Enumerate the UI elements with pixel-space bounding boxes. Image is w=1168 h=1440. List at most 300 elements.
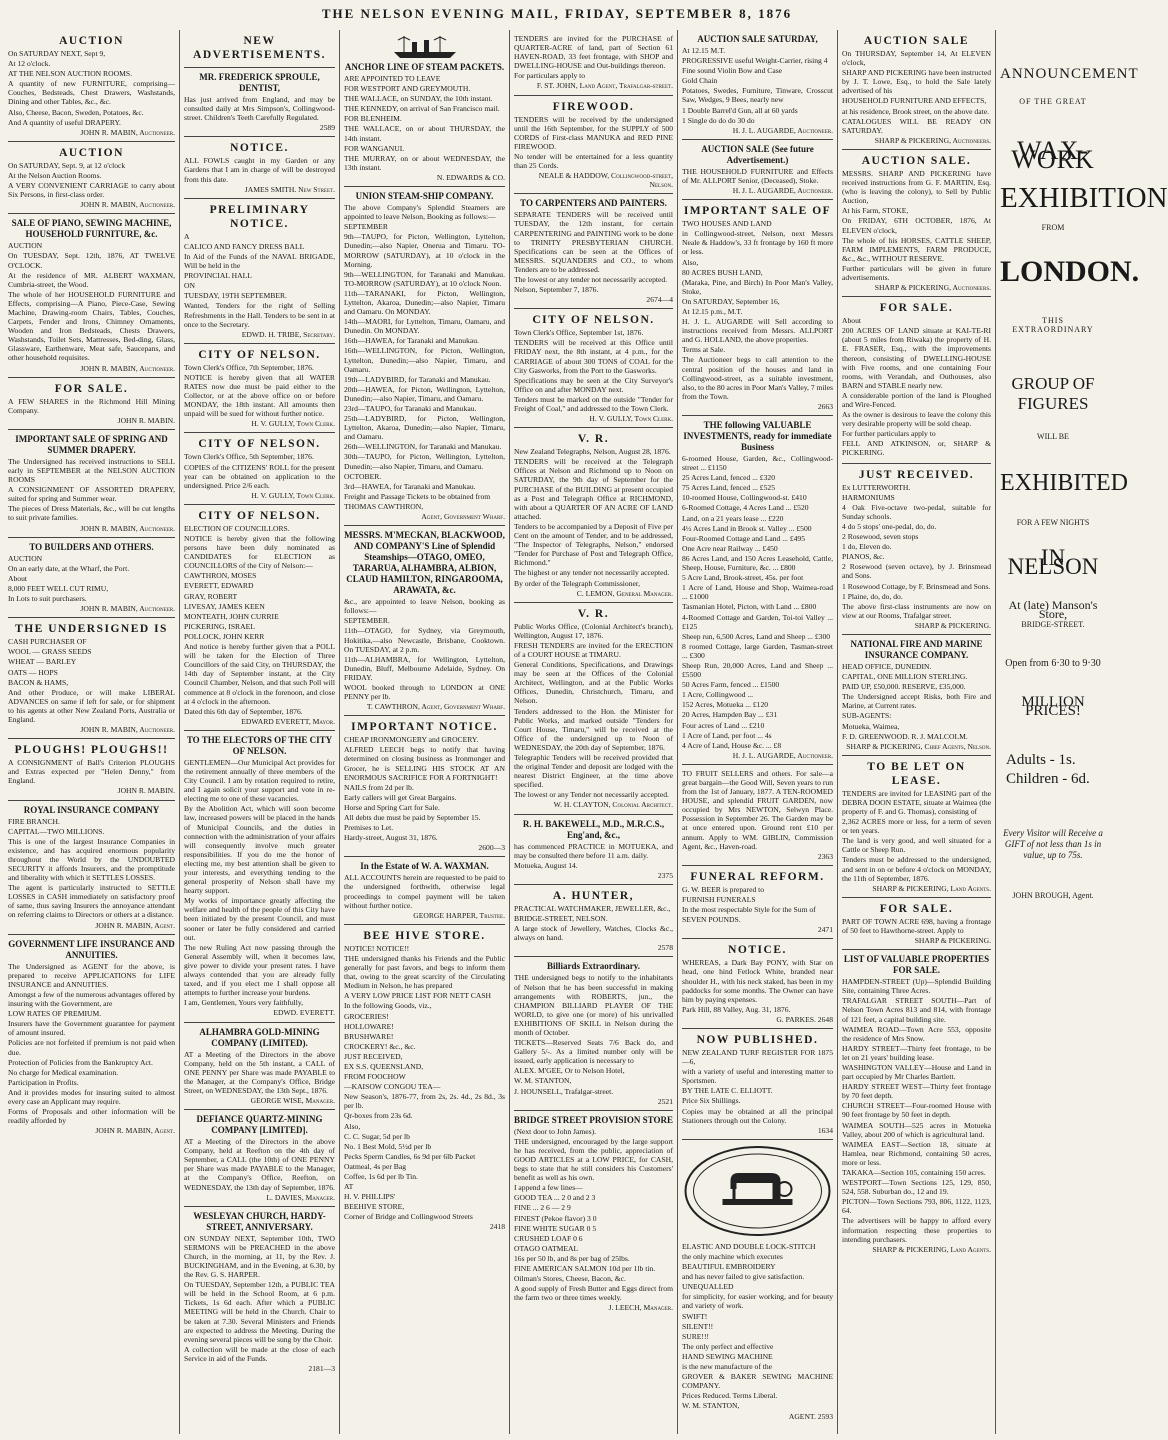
ad-heading: TO BE LET ON LEASE. xyxy=(867,760,966,787)
ad-text: COPIES of the CITIZENS' ROLL for the present year can be obtained on application to the undersigned. Price 2/6 each. xyxy=(184,462,335,490)
ad-heading: NATIONAL FIRE AND MARINE INSURANCE COMPANY. xyxy=(850,638,983,660)
poster-line: OF THE GREAT xyxy=(1019,97,1087,107)
ad-text: At 12.15 p.m., M.T. xyxy=(682,306,743,316)
ad-text: PICKERING, ISRAEL xyxy=(184,621,255,631)
ad-text: 200 ACRES OF LAND situate at KAI-TE-RI (about 5 miles from Riwaka) the property of H. E. FRASER, Esq., with the improvements thereon, consisting of DWELLING-HOUSE with Five rooms, and one containing Four rooms, with Verandah, and Outhouses, also BARN and STABLE nearly new. xyxy=(842,326,991,390)
ad-text: ARE APPOINTED TO LEAVE xyxy=(344,74,441,83)
ad-text: By order of the Telegraph Commissioner, xyxy=(514,578,640,588)
ad-text: 16th—WELLINGTON, for Picton, Wellington, Lyttelton, Dunedin;—also Napier, Timaru, and Oamaru. xyxy=(344,346,505,374)
ad-text: 25th—LADYBIRD, for Picton, Wellington, Lyttelton, Akaroa, Dunedin;—also Napier, Timaru, and Oamaru. xyxy=(344,414,505,442)
ad-text: A FEW SHARES in the Richmond Hill Mining Company. xyxy=(8,396,175,415)
advertisement xyxy=(842,30,991,150)
poster-exhibition: EXHIBITION xyxy=(1000,182,1168,215)
ad-text: PICTON—Town Sections 793, 806, 1122, 1123, 64. xyxy=(842,1197,991,1216)
ad-text: Forms of Proposals and other information will be readily afforded by xyxy=(8,1107,175,1126)
ad-text: 20 Acres, Hampden Bay ... £31 xyxy=(682,710,778,720)
ad-signature: 2363 xyxy=(817,851,833,861)
ad-text: 4-Roomed Cottage and Garden, Toi-toi Valley ... £125 xyxy=(682,612,833,631)
ad-signature: W. H. CLAYTON, Colonial Architect. xyxy=(553,800,673,810)
ad-signature: EDWARD EVERETT, Mayor. xyxy=(241,716,335,726)
poster-venue: At (late) Manson's Store, xyxy=(1008,598,1098,622)
ad-text: WASHINGTON VALLEY—House and Land in part occupied by Mr Charles Bartlett. xyxy=(842,1062,991,1082)
advertisement xyxy=(842,950,991,1258)
ad-text: ON SUNDAY NEXT, September 10th, TWO SERMONS will be PREACHED in the above Church, in the morning, at 11, by the Rev. J. BUCKINGHAM, and in the Evening, at 6.30, by the Rev. G. S. HARPER. xyxy=(184,1233,335,1280)
advertisement xyxy=(842,898,991,950)
ad-text: Prices Reduced. Terms Liberal. xyxy=(682,1391,778,1401)
ad-text: GOOD TEA ... 2 0 and 2 3 xyxy=(514,1193,596,1203)
ad-text: The Undersigned accept Risks, both Fire and Marine, at Current rates. xyxy=(842,692,991,711)
ad-text: 26th—WELLINGTON, for Taranaki and Manukau. xyxy=(344,442,502,452)
advertisement xyxy=(344,30,505,187)
ad-text: SEPTEMBER. xyxy=(344,616,390,626)
ad-text: A large stock of Jewellery, Watches, Clocks &c., always on hand. xyxy=(514,924,673,943)
ad-signature: H. J. L. AUGARDE, Auctioneer. xyxy=(732,125,833,135)
ad-signature: H. V. GULLY, Town Clerk. xyxy=(589,414,673,424)
advertisement xyxy=(184,137,335,198)
ad-signature: H. J. L. AUGARDE, Auctioneer. xyxy=(732,750,833,760)
ad-text: Also, Cheese, Bacon, Sweden, Potatoes, &c. xyxy=(8,107,144,117)
ad-text: No tender will be entertained for a less quantity than 25 Cords. xyxy=(514,151,673,171)
ad-text: Amongst a few of the numerous advantages offered by insuring with the Government, are xyxy=(8,989,175,1009)
ad-signature: JOHN R. MABIN, Auctioneer. xyxy=(80,523,175,533)
ad-text: C. C. Sugar, 5d per lb xyxy=(344,1131,410,1141)
ad-text: A quantity of new FURNITURE, comprising—Couches, Bedsteads, Chest Drawers, Washstands, Dining and other Tables, &c., &c. xyxy=(8,79,175,107)
ad-text: THE undersigned begs to notify to the inhabitants of Nelson that he has been successful in making arrangements with ROBERTS, jun., the CHAMPION BILLIARD PLAYER OF THE WORLD, to give one (or more) of his unrivalled EXHIBITIONS OF SKILL in Nelson during the month of October. xyxy=(514,973,673,1037)
ad-heading: WESLEYAN CHURCH, HARDY-STREET, ANNIVERSARY. xyxy=(193,1210,326,1232)
ad-text: Sheep Run, 20,000 Acres, Land and Sheep ... £5500 xyxy=(682,660,833,680)
ad-text: PROGRESSIVE useful Weight-Carrier, rising 4 xyxy=(682,56,828,66)
ad-text: 2,362 ACRES more or less, for a term of seven or ten years. xyxy=(842,817,991,836)
ad-heading: NOW PUBLISHED. xyxy=(696,1033,819,1046)
poster-hours: Open from 6·30 to 9·30 xyxy=(1005,657,1101,669)
ad-text: Policies are not forfeited if premium is not paid when due. xyxy=(8,1038,175,1057)
advertisement xyxy=(682,939,833,1029)
ad-text: SWIFT! xyxy=(682,1311,708,1321)
advertisement xyxy=(842,756,991,898)
poster-agent: JOHN BROUGH, Agent. xyxy=(1012,891,1094,901)
ad-text: Corner of Bridge and Collingwood Streets xyxy=(344,1212,473,1222)
ad-text: 8 roomed Cottage, large Garden, Tasman-street ... £300 xyxy=(682,641,833,660)
ad-text: SURE!!! xyxy=(682,1331,709,1341)
ad-heading: SALE OF PIANO, SEWING MACHINE, HOUSEHOLD FURNITURE, &c. xyxy=(11,218,172,240)
ad-signature: H. V. GULLY, Town Clerk. xyxy=(251,419,335,429)
advertisement xyxy=(842,635,991,756)
advertisement xyxy=(184,199,335,344)
ad-text: Has just arrived from England, and may be consulted daily at Mrs Simpson's, Collingwood-street. Children's Teeth Carefully Regulated. xyxy=(184,95,335,123)
ad-text: W. M. STANTON, xyxy=(682,1401,740,1411)
ad-text: The highest or any tender not necessarily accepted. xyxy=(514,568,670,578)
ad-text: THE WALLACE, on or about THURSDAY, the 14th instant. xyxy=(344,124,505,143)
ad-text: OCTOBER. xyxy=(344,471,382,481)
ad-text: AT THE NELSON AUCTION ROOMS. xyxy=(8,69,132,79)
ad-text: 86 Acres Land, and 150 Acres Leasehold, Cattle, Sheep, House, Furniture, &c. ... £800 xyxy=(682,553,833,573)
ad-text: Town Clerk's Office, 5th September, 1876. xyxy=(184,452,314,462)
ad-text: (Next door to John James). xyxy=(514,1126,597,1136)
ad-signature: F. ST. JOHN, Land Agent, Trafalgar-street. xyxy=(536,81,673,91)
ad-text: HARMONIUMS xyxy=(842,492,895,502)
ad-heading: AUCTION SALE. xyxy=(861,154,972,167)
ad-signature: SHARP & PICKERING. xyxy=(914,936,991,946)
ad-signature: SHARP & PICKERING, Land Agents. xyxy=(872,883,991,893)
advertisement xyxy=(184,731,335,1023)
poster-exhibited: EXHIBITED xyxy=(1000,469,1128,496)
ad-text: Sheep run, 6,500 Acres, Land and Sheep ... £300 xyxy=(682,631,831,641)
advertisement xyxy=(842,297,991,463)
ad-text: CHURCH STREET—Four-roomed House with 90 feet frontage by 50 feet in depth. xyxy=(842,1101,991,1120)
column-3 xyxy=(340,30,510,1434)
ad-text: LOW RATES OF PREMIUM. xyxy=(8,1009,102,1019)
ad-signature: J. LEECH, Manager. xyxy=(608,1303,673,1313)
ad-text: 9th—TAUPO, for Picton, Wellington, Lyttelton, Dunedin;—also Napier, Onerua and Timaru. TO-MORROW (SATURDAY), at 10 o'clock in the Morning. xyxy=(344,232,505,269)
ad-text: FINE WHITE SUGAR 0 5 xyxy=(514,1223,597,1233)
ad-text: In the most respectable Style for the Sum of xyxy=(682,905,816,915)
ad-heading: NEW ADVERTISEMENTS. xyxy=(193,35,326,61)
ad-text: On FRIDAY, 6TH OCTOBER, 1876, At ELEVEN o'clock, xyxy=(842,216,991,235)
ad-text: Town Clerk's Office, September 1st, 1876. xyxy=(514,328,644,338)
ad-text: 6-roomed House, Garden, &c., Collingwood-street ... £1150 xyxy=(682,454,833,473)
ad-text: NOTICE is hereby given that all WATER RATES now due must be paid either to the Collector, or at the above office on or before MONDAY, the 18th instant. All amounts then unpaid will be sued for without further notice. xyxy=(184,372,335,419)
ad-text: FINE AMERICAN SALMON 10d per 1lb tin. xyxy=(514,1264,656,1274)
ad-heading: IMPORTANT SALE OF xyxy=(683,205,832,218)
ad-heading: A. HUNTER, xyxy=(552,889,635,902)
ad-text: 14th—MAORI, for Lyttelton, Timaru, Oamaru, and Dunedin. On MONDAY. xyxy=(344,317,505,336)
ad-text: PAID UP, £50,000. RESERVE, £35,000. xyxy=(842,682,966,692)
ad-text: CROCKERY! &c., &c. xyxy=(344,1041,416,1051)
ad-text: 1 Single do do do 30 do xyxy=(682,115,755,125)
ad-text: J. HOUNSELL, Trafalgar-street. xyxy=(514,1086,614,1096)
ad-text: Terms at Sale. xyxy=(682,345,726,355)
ad-text: MESSRS. SHARP AND PICKERING have received instructions from G. F. MARTIN, Esq. (who is leaving the colony), to Sell by Public Auction, xyxy=(842,168,991,206)
ad-heading: ROYAL INSURANCE COMPANY xyxy=(23,804,160,815)
ad-heading: AUCTION xyxy=(59,146,124,159)
ad-heading: NOTICE. xyxy=(230,142,289,155)
ad-text: 16s per 50 lb, and 8s per bag of 25lbs. xyxy=(514,1253,630,1263)
ad-text: Town Clerk's Office, 7th September, 1876. xyxy=(184,362,314,372)
ad-signature: T. CAWTHRON, Agent, Government Wharf. xyxy=(366,702,505,712)
ad-text: GROVER & BAKER SEWING MACHINE COMPANY. xyxy=(682,1372,833,1391)
ad-text: The land is very good, and well situated for a Cattle or Sheep Run. xyxy=(842,836,991,855)
ad-text: The Undersigned as AGENT for the above, is prepared to receive APPLICATIONS for LIFE INSURANCE and ANNUITIES. xyxy=(8,961,175,989)
ad-text: 1 Acre of Land, per foot ... 4s xyxy=(682,730,772,740)
ad-text: THE MURRAY, on or about WEDNESDAY, the 13th instant. xyxy=(344,153,505,172)
ad-text: CAWTHRON, MOSES xyxy=(184,571,257,581)
advertisement xyxy=(514,885,673,957)
ad-signature: EDWD. EVERETT. xyxy=(273,1008,335,1018)
ad-text: FOR WANGANUI. xyxy=(344,143,405,153)
ad-text: SUB-AGENTS: xyxy=(842,711,892,721)
advertisement xyxy=(8,142,175,214)
ad-text: For particulars apply to xyxy=(514,71,586,81)
ad-text: Tenders addressed to the Hon. the Minister for Public Works, and marked outside "Tenders for Court House, Timaru," will be received at the Office of the undersigned up to Noon of WEDNESDAY, the 20th day of September, 1876. xyxy=(514,706,673,752)
column-5 xyxy=(678,30,838,1434)
ad-signature: SHARP & PICKERING. xyxy=(914,620,991,630)
ad-text: in Collingwood-street, Nelson, next Messrs Neale & Haddow's, 33 ft frontage by 160 ft more or less. xyxy=(682,229,833,257)
ad-text: Oilman's Stores, Cheese, Bacon, &c. xyxy=(514,1274,626,1284)
poster-gift-note: Every Visitor will Receive a GIFT of not less than 1s in value, up to 75s. xyxy=(1003,828,1103,861)
ad-text: Copies may be obtained at all the principal Stationers through out the Colony. xyxy=(682,1106,833,1125)
ad-text: BEAUTIFUL EMBROIDERY xyxy=(682,1262,776,1272)
ad-text: Ex LUTTERWORTH. xyxy=(842,482,911,492)
ad-text: Four acres of Land ... £210 xyxy=(682,720,765,730)
ad-text: 4 Acre of Land, House &c. ... £8 xyxy=(682,740,782,750)
ad-text: ALL FOWLS caught in my Garden or any Gardens that I am in charge of will be destroyed from this date. xyxy=(184,156,335,184)
ad-text: The new Ruling Act now passing through the General Assembly will, when it becomes law, give power to divide your present rates. I have always contended that you are already fully taxed, and if you elect me I shall oppose all attempts to further increase your burdens. xyxy=(184,942,335,998)
ad-signature: 2578 xyxy=(657,943,673,953)
ad-text: for simplicity, for easier working, and for beauty and variety of work. xyxy=(682,1292,833,1311)
advertisement xyxy=(184,1207,335,1377)
ad-text: On SATURDAY NEXT, Sept 9, xyxy=(8,49,106,58)
ad-text: On SATURDAY, September 16, xyxy=(682,296,780,306)
poster-prices-heading: MILLION PRICES! xyxy=(1021,693,1085,719)
ad-text: Tenders to be accompanied by a Deposit of Five per Cent on the amount of Tender, and to be addressed, "The Inspector of Telegraphs, Nelson," endorsed "Tender for Purchase of Post and Telegraph Office, Richmond." xyxy=(514,521,673,568)
ad-text: 2 Rosewood, seven stops xyxy=(842,532,919,542)
ad-text: Hardy-street, August 31, 1876. xyxy=(344,833,438,843)
ad-text: 19th—LADYBIRD, for Taranaki and Manukau. xyxy=(344,374,491,384)
advertisement xyxy=(184,1023,335,1111)
ad-text: W. M. STANTON, xyxy=(514,1076,572,1086)
ad-text: This is one of the largest Insurance Companies in existence, and has acquired enormous popularity throughout the World by the UNDOUBTED SECURITY it affords Insurers, and the promptitude and liberality with which it SETTLES LOSSES. xyxy=(8,836,175,883)
ad-text: 4 do 5 stops' one-pedal, do, do. xyxy=(842,521,937,531)
ad-text: EX S.S. QUEENSLAND, xyxy=(344,1061,424,1071)
ad-text: Land, on a 21 years lease ... £220 xyxy=(682,513,784,523)
ad-text: 8,000 FEET WELL CUT RIMU, xyxy=(8,583,109,593)
ad-text: FURNISH FUNERALS xyxy=(682,894,756,904)
ad-signature: C. LEMON, General Manager. xyxy=(576,588,673,598)
advertisement xyxy=(8,538,175,619)
ad-text: CHEAP IRONMONGERY and GROCERY. xyxy=(344,735,479,745)
ad-heading: V. R. xyxy=(577,433,610,446)
ad-text: BRIDGE-STREET, NELSON. xyxy=(514,914,608,924)
ad-heading: AUCTION SALE SATURDAY, xyxy=(697,34,818,44)
ad-text: On an early date, at the Wharf, the Port. xyxy=(8,563,130,573)
ad-text: Fine sound Violin Bow and Case xyxy=(682,66,783,76)
ad-heading: AUCTION SALE (See future Advertisement.) xyxy=(701,143,814,165)
ad-text: Coffee, 1s 6d per lb Tin. xyxy=(344,1172,418,1181)
ad-text: FROM FOOCHOW xyxy=(344,1072,406,1082)
ad-heading: FOR SALE. xyxy=(879,902,954,915)
poster-venue-street: BRIDGE-STREET. xyxy=(1021,619,1085,629)
ad-text: UNEQUALLED xyxy=(682,1282,734,1292)
ad-text: TENDERS will be received at this Office until FRIDAY next, the 8th instant, at 4 p.m., for the CARRIAGE of about 300 TONS of COAL for the City Gasworks, from the Port to the Gasworks. xyxy=(514,338,673,375)
ad-text: G. W. BEER is prepared to xyxy=(682,884,765,894)
ad-text: 11th—ALHAMBRA, for Wellington, Lyttelton, Dunedin, Bluff, Melbourne Adelaide, Sydney. On FRIDAY. xyxy=(344,654,505,682)
ad-heading: THE following VALUABLE INVESTMENTS, ready for immediate Business xyxy=(683,420,832,452)
ad-text: Telegraphic Tenders will be received provided that the original Tender and deposit are lodged with the nearest District Engineer, at the time above specified. xyxy=(514,753,673,790)
ad-heading: Billiards Extraordinary. xyxy=(546,961,640,972)
ad-text: At 12.15 M.T. xyxy=(682,46,726,55)
ad-text: 152 Acres, Motueka ... £120 xyxy=(682,700,769,710)
ad-text: Dated this 6th day of September, 1876. xyxy=(184,706,303,716)
ad-text: For further particulars apply to xyxy=(842,429,936,439)
ad-signature: 2471 xyxy=(817,925,833,935)
ad-text: THOMAS CAWTHRON, xyxy=(344,501,424,511)
advertisement xyxy=(184,68,335,137)
ad-text: And notice is hereby further given that a POLL will be taken for the Election of Three Councillors of the said City, on THURSDAY, the 14th day of September instant, at the City Council Chamber, Nelson, and that such Poll will commence at 8 o'clock in the forenoon, and close at 4 o'clock in the afternoon. xyxy=(184,642,335,706)
ad-text: Tenders must be marked on the outside "Tender for Freight of Coal," and addressed to the Town Clerk. xyxy=(514,394,673,413)
ad-heading: DEFIANCE QUARTZ-MINING COMPANY [LIMITED]. xyxy=(196,1114,323,1136)
ad-text: H. J. L. AUGARDE will Sell according to instructions received from Messrs. ALLPORT and G. HOLLAND, the above properties. xyxy=(682,317,833,345)
ad-text: The whole of her HOUSEHOLD FURNITURE and Effects, comprising—A Piano, Piece-Case, Sewing Machine, Drawing-room Chairs, Tables, Couches, Carpets, Fender and Irons, Chimney Ornaments, Wooden and Iron Bedsteads, Chests Drawers, Washstands, Toilet Sets, Mattresses, Bed-ding, Glass, Glassware, Earthenware, Meat safe, Saucepans, and other household requisites. xyxy=(8,289,175,363)
ad-text: The lowest or any Tender not necessarily accepted. xyxy=(514,790,669,800)
advertisement xyxy=(184,1110,335,1207)
ad-signature: G. PARKES. 2648 xyxy=(776,1014,833,1024)
ad-text: CRUSHED LOAF 0 6 xyxy=(514,1233,583,1243)
ad-heading: AUCTION SALE xyxy=(863,35,970,47)
ad-text: EVERETT, EDWARD xyxy=(184,581,254,591)
ad-signature: H. V. GULLY, Town Clerk. xyxy=(251,490,335,500)
ad-heading: TO BUILDERS AND OTHERS. xyxy=(29,541,154,552)
advertisement xyxy=(514,309,673,428)
ad-text: F. D. GREENWOOD. R. J. MALCOLM. xyxy=(842,731,968,741)
ad-text: PIANOS, &c. xyxy=(842,552,885,562)
ad-text: Oatmeal, 4s per Bag xyxy=(344,1161,406,1171)
ad-text: has commenced PRACTICE in MOTUEKA, and may be consulted there before 11 a.m. daily. xyxy=(514,841,673,860)
ad-text: Tasmanian Hotel, Picton, with Land ... £800 xyxy=(682,602,817,612)
ad-signature: SHARP & PICKERING, Chief Agents, Nelson. xyxy=(846,741,991,751)
ad-text: 5 Acre Land, Brook-street, 45s. per foot xyxy=(682,573,804,583)
ad-text: The advertisers will be happy to afford every information respecting these properties to intending purchasers. xyxy=(842,1216,991,1244)
ad-signature: EDWD. H. TRIBE, Secretary. xyxy=(241,329,335,339)
ad-heading: UNION STEAM-SHIP COMPANY. xyxy=(355,191,494,202)
ad-text: PART OF TOWN ACRE 698, having a frontage of 50 feet to Hawthorne-street. Apply to xyxy=(842,916,991,935)
ad-text: Protection of Policies from the Bankruptcy Act. xyxy=(8,1057,153,1067)
ad-text: ELASTIC AND DOUBLE LOCK-STITCH xyxy=(682,1241,816,1251)
ad-text: FRESH TENDERS are invited for the ERECTION of a COURT HOUSE at TIMARU. xyxy=(514,640,673,659)
poster-line: FROM xyxy=(1041,223,1065,233)
ad-text: The above first-class instruments are now on view at our Rooms, Trafalgar street. xyxy=(842,601,991,620)
ad-heading: MESSRS. M'MECKAN, BLACKWOOD, AND COMPANY'S Line of Splendid Steamships—OTAGO, OMEO, TARARUA, ALHAMBRA, ALBION, CLAUD HAMILTON, RINGAROOMA, ARAWATA, &c. xyxy=(344,530,505,596)
ad-text: HOLLOWARE! xyxy=(344,1021,394,1031)
ad-text: New Season's, 1876-77, from 2s, 2s. 4d., 2s 8d., 3s per lb. xyxy=(344,1092,505,1111)
advertisement xyxy=(344,857,505,924)
ad-text: The above Company's Splendid Steamers are appointed to leave Nelson, Booking as follows:— xyxy=(344,203,505,222)
ad-text: THE HOUSEHOLD FURNITURE and Effects of Mr. ALLPORT Senior, (Deceased), Stoke. xyxy=(682,166,833,185)
ad-text: PROVINCIAL HALL xyxy=(184,271,252,281)
ad-text: CAPITAL, ONE MILLION STERLING. xyxy=(842,672,968,682)
ad-text: 1 Plaine, do, do, do. xyxy=(842,591,903,601)
ad-signature: SHARP & PICKERING, Auctioneers. xyxy=(874,283,991,293)
ad-text: POLLOCK, JOHN KERR xyxy=(184,631,265,641)
ad-heading: LIST OF VALUABLE PROPERTIES FOR SALE. xyxy=(843,954,990,976)
poster-waxwork: WAX-WORK xyxy=(1011,136,1095,175)
ad-signature: 2375 xyxy=(657,870,673,880)
ad-text: Motueka, August 14. xyxy=(514,860,578,870)
ad-signature: 2589 xyxy=(319,123,335,133)
ad-text: at his residence, Brook street, on the above date. xyxy=(842,106,989,116)
ad-heading: CITY OF NELSON. xyxy=(198,348,321,361)
ad-text: ON xyxy=(184,281,195,291)
ad-text: and has never failed to give satisfaction. xyxy=(682,1272,805,1282)
ad-text: At 12 o'clock. xyxy=(8,59,51,69)
poster-adult-price: Adults - 1s. xyxy=(1006,751,1076,768)
ad-text: On TUESDAY, September 12th, a PUBLIC TEA will be held in the School Room, at 6 p.m. Tickets, 1s 6d each. After which a PUBLIC MEETING will be held in the Church. Chair to be taken at 7.30. Several Ministers and Friends are expected to address the Meeting. During the evening several pieces will be sung by the Choir. xyxy=(184,1280,335,1344)
ad-text: All debts due must be paid by September 15. xyxy=(344,813,481,822)
ad-text: A CONSIGNMENT OF ASSORTED DRAPERY, suited for spring and Summer wear. xyxy=(8,485,175,504)
ad-text: At the Nelson Auction Rooms. xyxy=(8,170,102,180)
ad-text: Qr-boxes from 23s 6d. xyxy=(344,1111,413,1121)
ad-text: TWO HOUSES AND LAND xyxy=(682,219,772,229)
ad-text: ALFRED LEECH begs to notify that having determined on closing business as Ironmonger and Grocer, he is SELLING HIS STOCK AT AN ENORMOUS SACRIFICE FOR A FORTNIGHT! xyxy=(344,745,505,782)
ad-text: FELL AND ATKINSON, or, SHARP & PICKERING. xyxy=(842,439,991,458)
ad-heading: PLOUGHS! PLOUGHS!! xyxy=(14,744,169,757)
ad-text: SEVEN POUNDS. xyxy=(682,915,741,925)
ad-text: AT a Meeting of the Directors in the above Company, held on the 5th instant, a CALL of ONE PENNY per Share was made PAYABLE to the Manager, at the Company's Office, Bridge Street, on WEDNESDAY, the 13th Sept., 1876. xyxy=(184,1049,335,1095)
advertisement xyxy=(184,433,335,504)
ad-text: 1 Acre, Collingwood ... xyxy=(682,690,754,700)
ad-text: Also, xyxy=(682,257,699,267)
masthead: THE NELSON EVENING MAIL, FRIDAY, SEPTEMBER 8, 1876 xyxy=(321,6,793,21)
ad-signature: 2674—4 xyxy=(646,295,673,305)
ad-signature: NEALE & HADDOW, Collingwood-street, Nelson. xyxy=(538,171,673,190)
advertisement xyxy=(682,1140,833,1425)
ad-text: SHARP AND PICKERING have been instructed by J. T. Lowe, Esq., to hold the Sale lately advertised of his xyxy=(842,68,991,96)
ad-heading: IMPORTANT NOTICE. xyxy=(351,721,498,734)
ad-signature: JOHN R. MABIN, Agent. xyxy=(95,1126,175,1136)
ad-text: WESTPORT—Town Sections 125, 129, 850, 524, 558. Suburban do., 12 and 19. xyxy=(842,1178,991,1197)
ad-signature: Agent, Government Wharf. xyxy=(421,512,505,522)
ad-text: BACON & HAMS, xyxy=(8,677,69,687)
ad-text: BEEHIVE STORE, xyxy=(344,1202,405,1212)
steamship-icon xyxy=(344,33,505,61)
poster-announcement: ANNOUNCEMENT xyxy=(1000,66,1139,82)
ad-text: CALICO AND FANCY DRESS BALL xyxy=(184,241,305,251)
ad-text: SEPARATE TENDERS will be received until TUESDAY, the 12th instant, for certain CARPENTERING and PAINTING work to be done to TRINITY PRESBYTERIAN CHURCH. Specifications can be seen at the Offices of MESSRS. SQUANDERS and CO., to whom Tenders are to be addressed. xyxy=(514,210,673,274)
ad-text: GROCERIES! xyxy=(344,1011,389,1021)
advertisement xyxy=(514,30,673,96)
ad-heading: FIREWOOD. xyxy=(552,100,635,113)
ad-text: ELECTION OF COUNCILLORS. xyxy=(184,523,290,533)
advertisement xyxy=(8,214,175,377)
ad-text: CATALOGUES WILL BE READY ON SATURDAY. xyxy=(842,116,991,135)
ad-text: BRUSHWARE! xyxy=(344,1031,394,1041)
advertisement xyxy=(344,526,505,716)
ad-text: A VERY LOW PRICE LIST FOR NETT CASH xyxy=(344,991,492,1001)
ad-heading: TO CARPENTERS AND PAINTERS. xyxy=(520,198,667,209)
column-2 xyxy=(180,30,340,1434)
ad-text: A good supply of Fresh Butter and Eggs direct from the farm two or three times weekly. xyxy=(514,1284,673,1303)
ad-text: Wanted, Tenders for the right of Selling Refreshments in the Hall. Tenders to be sent in at once to the Secretary. xyxy=(184,301,335,329)
ad-text: Motueka, Waimea, xyxy=(842,721,900,731)
ad-text: WOOL booked through to LONDON at ONE PENNY per lb. xyxy=(344,682,505,702)
advertisement xyxy=(8,430,175,538)
ad-text: Gold Chain xyxy=(682,76,718,86)
advertisement xyxy=(344,925,505,1236)
ad-text: On THURSDAY, September 14, At ELEVEN o'clock, xyxy=(842,49,991,68)
ad-text: Public Works Office, (Colonial Architect's branch), Wellington, August 17, 1876. xyxy=(514,621,673,640)
ad-text: WHEAT — BARLEY xyxy=(8,657,77,667)
ad-text: Nelson, September 7, 1876. xyxy=(514,285,599,295)
ad-signature: JOHN R. MABIN, Auctioneer. xyxy=(80,200,175,210)
ad-heading: TO THE ELECTORS OF THE CITY OF NELSON. xyxy=(186,734,333,756)
ad-text: BY THE LATE C. ELLIOTT. xyxy=(682,1086,773,1096)
ad-text: Tenders must be addressed to the undersigned, and sent in on or before 4 o'clock on MONDAY, the 11th of September, 1876. xyxy=(842,855,991,883)
ad-text: NEW ZEALAND TURF REGISTER FOR 1875—6, xyxy=(682,1047,833,1067)
advertisement xyxy=(514,194,673,309)
ad-text: WAIMEA SOUTH—525 acres in Motueka Valley, about 200 of which is agricultural land. xyxy=(842,1120,991,1139)
ad-signature: 2663 xyxy=(817,401,833,411)
ad-text: Specifications may be seen at the City Surveyor's Office on and after MONDAY next. xyxy=(514,375,673,394)
ad-text: TENDERS will be received at the Telegraph Offices at Nelson and Richmond up to Noon on SATURDAY, the 9th day of September for the PURCHASE of the BUILDING at present occupied as a Post and Telegraph Office at RICHMOND, with about a QUARTER OF AN ACRE OF LAND attached. xyxy=(514,457,673,521)
ad-text: THE undersigned, encouraged by the large support he has received, from the public, appreciation of GOOD ARTICLES at a LOW PRICE, for CASH, begs to state that he still considers his Customers' benefit as well as his own. xyxy=(514,1136,673,1183)
advertisement xyxy=(682,30,833,140)
advertisement xyxy=(842,464,991,635)
ad-text: JUST RECEIVED, xyxy=(344,1051,403,1061)
ad-text: the only machine which executes xyxy=(682,1252,783,1261)
ad-text: Insurers have the Government guarantee for payment of amount insured. xyxy=(8,1019,175,1038)
ad-text: At his Farm, STOKE, xyxy=(842,206,909,216)
ad-signature: GEORGE HARPER, Trustee. xyxy=(413,910,505,920)
advertisement xyxy=(514,428,673,603)
